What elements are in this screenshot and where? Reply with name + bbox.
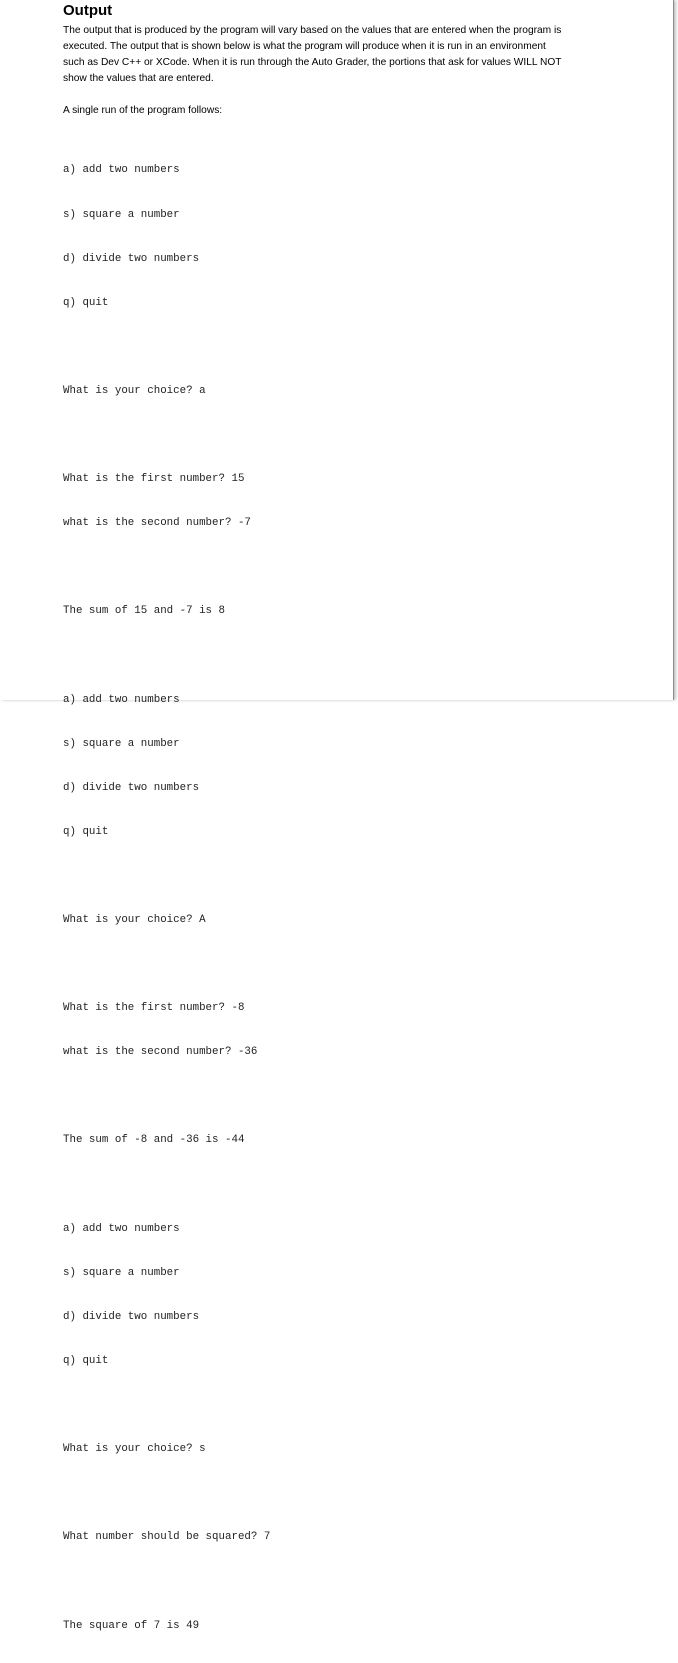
- page-title: Output: [63, 2, 113, 19]
- output-line: What is your choice? a: [63, 384, 206, 397]
- blank-line: [63, 1178, 270, 1193]
- output-line: What is your choice? s: [63, 1443, 206, 1456]
- intro-paragraph: [63, 23, 623, 87]
- blank-line: [63, 340, 270, 355]
- output-line: s) square a number: [63, 1266, 180, 1279]
- blank-line: [63, 648, 270, 663]
- output-line: d) divide two numbers: [63, 1310, 200, 1323]
- blank-line: [63, 1089, 270, 1104]
- output-line: The sum of 15 and -7 is 8: [63, 605, 225, 618]
- blank-line: [63, 957, 270, 972]
- output-line: The square of 7 is 49: [63, 1619, 200, 1632]
- output-line: what is the second number? -7: [63, 517, 251, 530]
- output-line: s) square a number: [63, 208, 180, 221]
- output-line: What number should be squared? 7: [63, 1531, 271, 1544]
- output-line: a) add two numbers: [63, 693, 180, 706]
- output-line: q) quit: [63, 825, 109, 838]
- intro-line: executed. The output that is shown below is what the program will produce when it is run in an environment: [63, 41, 546, 52]
- blank-line: [63, 428, 270, 443]
- intro-line: such as Dev C++ or XCode. When it is run through the Auto Grader, the portions that ask for values WILL NOT: [63, 57, 562, 68]
- output-line: d) divide two numbers: [63, 781, 200, 794]
- output-line: what is the second number? -36: [63, 1046, 258, 1059]
- output-line: a) add two numbers: [63, 1222, 180, 1235]
- output-line: What is the first number? 15: [63, 473, 245, 486]
- blank-line: [63, 560, 270, 575]
- blank-line: [63, 1398, 270, 1413]
- output-line: The sum of -8 and -36 is -44: [63, 1134, 245, 1147]
- program-output: [63, 134, 270, 1663]
- output-line: a) add two numbers: [63, 164, 180, 177]
- intro-line: The output that is produced by the program will vary based on the values that are entered when the program is: [63, 25, 562, 36]
- output-line: What is the first number? -8: [63, 1002, 245, 1015]
- blank-line: [63, 869, 270, 884]
- output-line: q) quit: [63, 1354, 109, 1367]
- output-line: q) quit: [63, 296, 109, 309]
- intro-line: show the values that are entered.: [63, 73, 214, 84]
- blank-line: [63, 1574, 270, 1589]
- output-line: d) divide two numbers: [63, 252, 200, 265]
- run-intro: A single run of the program follows:: [63, 105, 223, 116]
- output-line: s) square a number: [63, 737, 180, 750]
- blank-line: [63, 1486, 270, 1501]
- output-line: What is your choice? A: [63, 914, 206, 926]
